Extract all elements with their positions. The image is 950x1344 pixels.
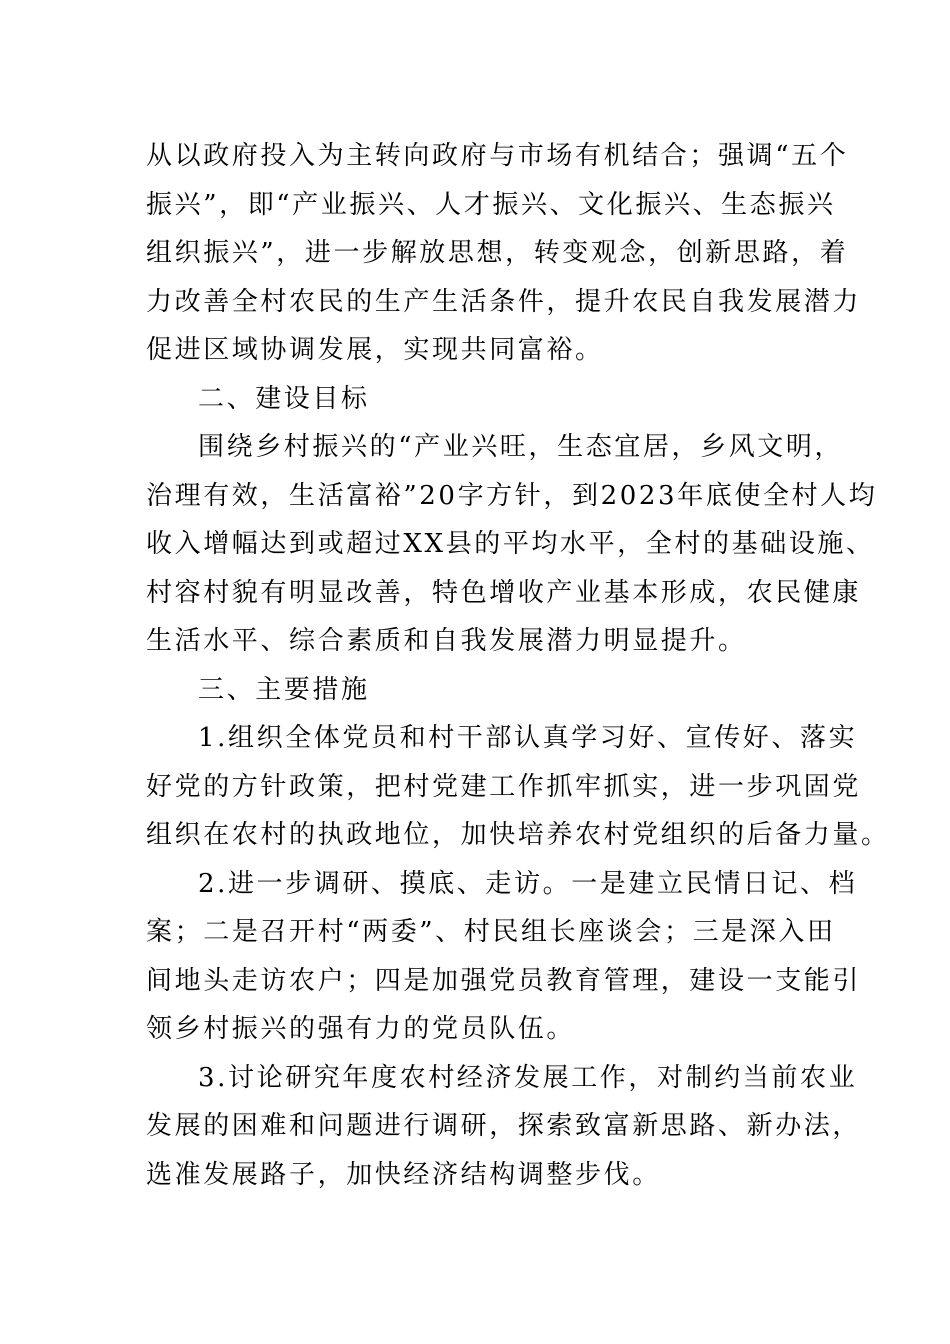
text-line: 生活水平、综合素质和自我发展潜力明显提升。 bbox=[146, 626, 747, 656]
paragraph-measure-2 bbox=[146, 860, 862, 1054]
document-body bbox=[146, 132, 890, 1199]
text-line: 治理有效，生活富裕”20字方针，到2023年底使全村人均 bbox=[146, 480, 878, 511]
section-heading-goals bbox=[146, 375, 806, 424]
text-line: 促进区域协调发展，实现共同富裕。 bbox=[146, 335, 604, 365]
text-line: 3.讨论研究年度农村经济发展工作，对制约当前农业 bbox=[198, 1062, 858, 1093]
text-line: 组织在农村的执政地位，加快培养农村党组织的后备力量。 bbox=[146, 820, 890, 850]
paragraph-measure-1 bbox=[146, 714, 890, 860]
paragraph-measure-3 bbox=[146, 1054, 862, 1200]
text-line: 村容村貌有明显改善，特色增收产业基本形成，农民健康 bbox=[146, 577, 862, 608]
paragraph-goals bbox=[146, 423, 878, 666]
text-line: 2.进一步调研、摸底、走访。一是建立民情日记、档 bbox=[198, 868, 858, 899]
text-line: 从以政府投入为主转向政府与市场有机结合；强调“五个 bbox=[146, 141, 849, 171]
heading-text: 二、建设目标 bbox=[198, 383, 370, 414]
text-line: 发展的困难和问题进行调研，探索致富新思路、新办法， bbox=[146, 1111, 862, 1141]
text-line: 案；二是召开村“两委”、村民组长座谈会；三是深入田 bbox=[146, 917, 836, 947]
text-line: 组织振兴”，进一步解放思想，转变观念，创新思路，着 bbox=[146, 238, 849, 268]
text-line: 好党的方针政策，把村党建工作抓牢抓实，进一步巩固党 bbox=[146, 771, 862, 802]
text-line: 力改善全村农民的生产生活条件，提升农民自我发展潜力 bbox=[146, 286, 862, 317]
text-line: 1.组织全体党员和村干部认真学习好、宣传好、落实 bbox=[198, 723, 858, 753]
text-line: 选准发展路子，加快经济结构调整步伐。 bbox=[146, 1159, 661, 1190]
text-line: 收入增幅达到或超过XX县的平均水平，全村的基础设施、 bbox=[146, 529, 875, 559]
text-line: 间地头走访农户；四是加强党员教育管理，建设一支能引 bbox=[146, 965, 862, 996]
text-line: 领乡村振兴的强有力的党员队伍。 bbox=[146, 1014, 576, 1044]
text-line: 围绕乡村振兴的“产业兴旺，生态宜居，乡风文明， bbox=[198, 432, 844, 462]
heading-text: 三、主要措施 bbox=[198, 674, 370, 705]
section-heading-measures bbox=[146, 666, 806, 715]
paragraph-continued bbox=[146, 132, 862, 375]
text-line: 振兴”，即“产业振兴、人才振兴、文化振兴、生态振兴 bbox=[146, 189, 836, 220]
